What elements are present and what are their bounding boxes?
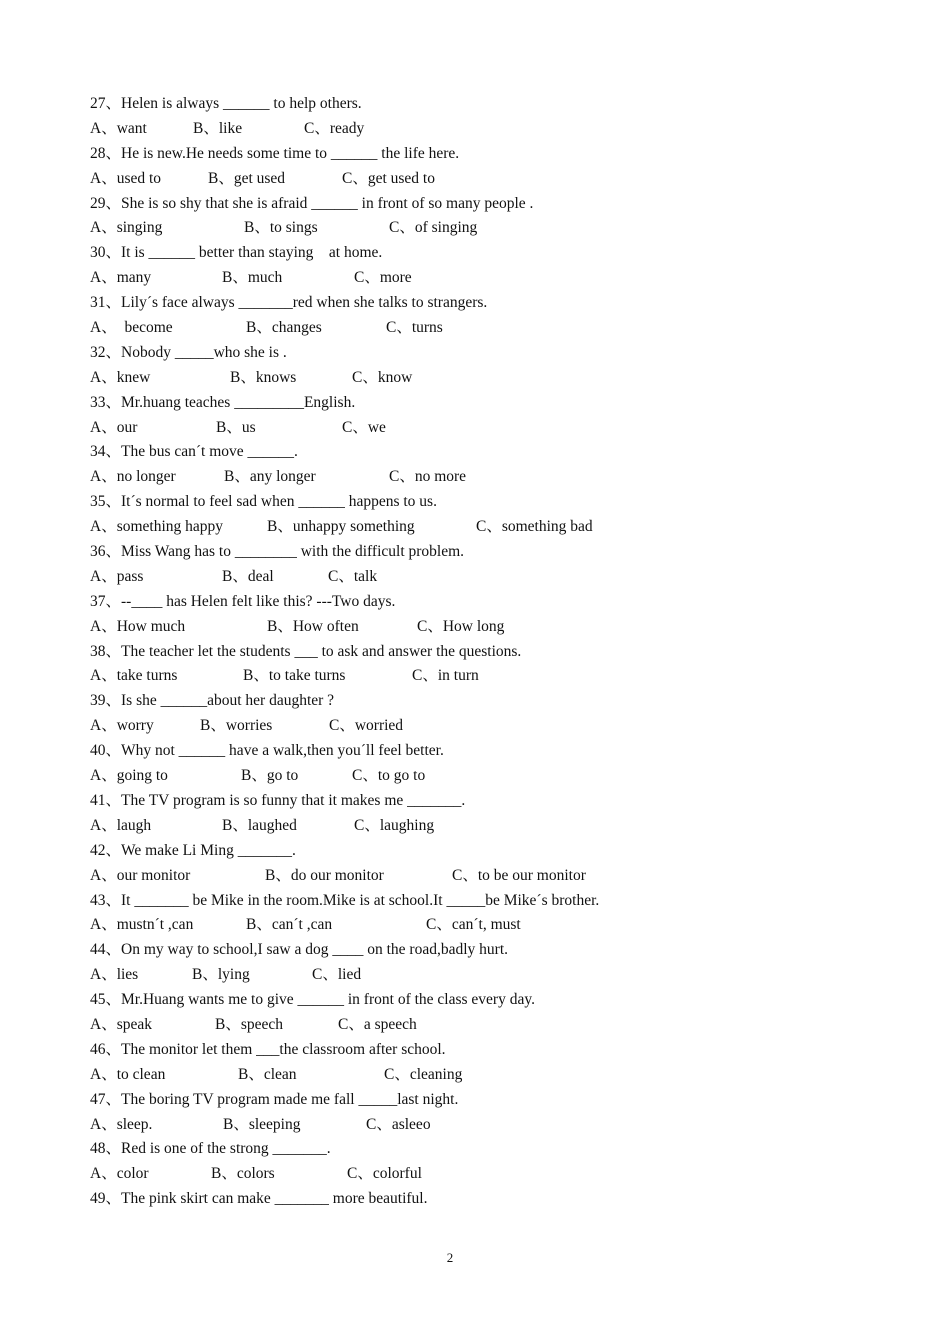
option-b: B、can´t ,can <box>246 916 333 934</box>
question-40: 40、Why not ______ have a walk,then you´ll feel better. <box>90 742 444 760</box>
question-42: 42、We make Li Ming _______. <box>90 841 296 859</box>
question-33: 33、Mr.huang teaches _________English. <box>90 393 356 411</box>
options-33 <box>90 416 890 441</box>
option-a: A、color <box>90 1165 149 1183</box>
options-46 <box>90 1063 890 1088</box>
option-b: B、colors <box>211 1165 275 1183</box>
question-43: 43、It _______ be Mike in the room.Mike is at school.It _____be Mike´s brother. <box>90 891 600 909</box>
option-a: A、worry <box>90 717 154 735</box>
page-number: 2 <box>446 1250 454 1265</box>
question-48: 48、Red is one of the strong _______. <box>90 1140 331 1158</box>
question-32: 32、Nobody _____who she is . <box>90 343 287 361</box>
option-a: A、to clean <box>90 1065 166 1083</box>
options-42 <box>90 864 890 889</box>
options-47 <box>90 1113 890 1138</box>
option-c: C、colorful <box>347 1165 422 1183</box>
option-a: A、something happy <box>90 518 224 536</box>
options-29 <box>90 216 890 241</box>
option-c: C、laughing <box>354 816 435 834</box>
option-c: C、to be our monitor <box>452 866 586 884</box>
question-39: 39、Is she ______about her daughter ? <box>90 692 335 710</box>
option-a: A、lies <box>90 966 139 984</box>
option-b: B、do our monitor <box>265 866 384 884</box>
option-c: C、more <box>354 269 412 287</box>
option-c: C、know <box>352 368 413 386</box>
option-a: A、speak <box>90 1015 152 1033</box>
question-49: 49、The pink skirt can make _______ more beautiful. <box>90 1190 428 1208</box>
options-41 <box>90 814 890 839</box>
option-c: C、lied <box>312 966 362 984</box>
option-a: A、pass <box>90 567 144 585</box>
option-a: A、our monitor <box>90 866 191 884</box>
option-c: C、talk <box>328 567 378 585</box>
option-c: C、asleeo <box>366 1115 431 1133</box>
option-b: B、speech <box>215 1015 284 1033</box>
option-b: B、How often <box>267 617 359 635</box>
option-b: B、sleeping <box>223 1115 301 1133</box>
question-34: 34、The bus can´t move ______. <box>90 443 298 461</box>
options-35 <box>90 515 890 540</box>
option-a: A、knew <box>90 368 151 386</box>
option-b: B、like <box>193 119 243 137</box>
option-b: B、to sings <box>244 219 318 237</box>
option-c: C、no more <box>389 468 467 486</box>
question-31: 31、Lily´s face always _______red when she talks to strangers. <box>90 294 488 312</box>
option-a: A、want <box>90 119 147 137</box>
options-28 <box>90 167 890 192</box>
question-41: 41、The TV program is so funny that it makes me _______. <box>90 791 466 809</box>
option-c: C、ready <box>304 119 365 137</box>
options-48 <box>90 1162 890 1187</box>
option-c: C、cleaning <box>384 1065 463 1083</box>
question-29: 29、She is so shy that she is afraid ______ in front of so many people . <box>90 194 534 212</box>
option-a: A、used to <box>90 169 162 187</box>
option-a: A、sleep. <box>90 1115 153 1133</box>
option-c: C、a speech <box>338 1015 417 1033</box>
option-b: B、to take turns <box>243 667 346 685</box>
option-c: C、of singing <box>389 219 478 237</box>
options-34 <box>90 465 890 490</box>
options-44 <box>90 963 890 988</box>
option-b: B、laughed <box>222 816 297 834</box>
option-c: C、can´t, must <box>426 916 521 934</box>
options-40 <box>90 764 890 789</box>
options-32 <box>90 366 890 391</box>
option-b: B、go to <box>241 767 299 785</box>
option-b: B、worries <box>200 717 273 735</box>
option-b: B、clean <box>238 1065 297 1083</box>
option-b: B、much <box>222 269 283 287</box>
option-c: C、something bad <box>476 518 593 536</box>
options-45 <box>90 1013 890 1038</box>
option-a: A、laugh <box>90 816 152 834</box>
exercise-list <box>90 92 890 1212</box>
option-a: A、mustn´t ,can <box>90 916 194 934</box>
options-39 <box>90 714 890 739</box>
question-45: 45、Mr.Huang wants me to give ______ in front of the class every day. <box>90 991 535 1009</box>
option-b: B、changes <box>246 319 322 337</box>
options-27 <box>90 117 890 142</box>
question-27: 27、Helen is always ______ to help others. <box>90 95 362 112</box>
question-37: 37、--____ has Helen felt like this? ---Two days. <box>90 592 396 610</box>
question-30: 30、It is ______ better than staying at home. <box>90 244 383 262</box>
option-a: A、How much <box>90 617 186 635</box>
question-47: 47、The boring TV program made me fall _____last night. <box>90 1090 459 1108</box>
options-36 <box>90 565 890 590</box>
option-c: C、How long <box>417 617 505 635</box>
option-c: C、turns <box>386 319 443 337</box>
question-46: 46、The monitor let them ___the classroom after school. <box>90 1040 446 1058</box>
option-c: C、to go to <box>352 767 426 785</box>
option-a: A、singing <box>90 219 163 237</box>
option-c: C、we <box>342 418 386 436</box>
option-a: A、no longer <box>90 468 176 486</box>
option-a: A、our <box>90 418 138 436</box>
option-a: A、take turns <box>90 667 178 685</box>
option-b: B、any longer <box>224 468 316 486</box>
option-a: A、 become <box>90 319 173 337</box>
option-b: B、get used <box>208 169 286 187</box>
option-b: B、deal <box>222 567 274 585</box>
option-c: C、worried <box>329 717 404 735</box>
options-30 <box>90 266 890 291</box>
option-b: B、lying <box>192 966 250 984</box>
question-35: 35、It´s normal to feel sad when ______ happens to us. <box>90 493 437 511</box>
option-b: B、unhappy something <box>267 518 415 536</box>
option-c: C、get used to <box>342 169 435 187</box>
options-37 <box>90 615 890 640</box>
option-b: B、knows <box>230 368 297 386</box>
option-b: B、us <box>216 418 256 436</box>
options-31 <box>90 316 890 341</box>
option-c: C、in turn <box>412 667 479 685</box>
question-44: 44、On my way to school,I saw a dog ____ on the road,badly hurt. <box>90 941 509 959</box>
question-36: 36、Miss Wang has to ________ with the difficult problem. <box>90 543 465 561</box>
question-28: 28、He is new.He needs some time to ______ the life here. <box>90 144 460 162</box>
options-38 <box>90 664 890 689</box>
option-a: A、going to <box>90 767 168 785</box>
question-38: 38、The teacher let the students ___ to ask and answer the questions. <box>90 642 522 660</box>
options-43 <box>90 913 890 938</box>
option-a: A、many <box>90 269 152 287</box>
